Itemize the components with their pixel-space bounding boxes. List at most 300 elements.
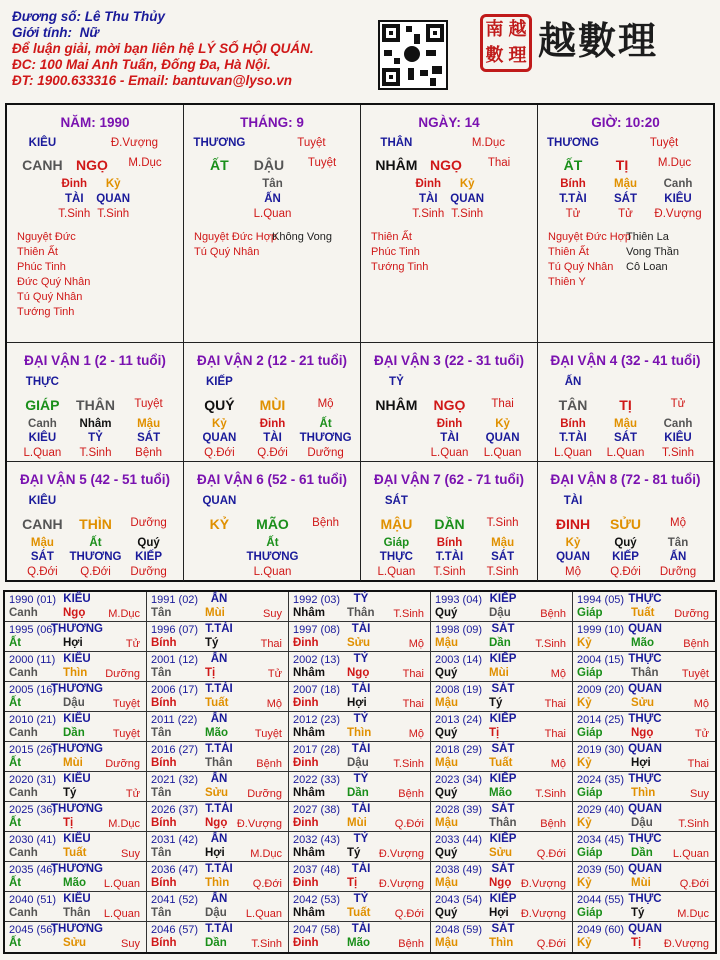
- hidden-ten-god: ẤN: [669, 551, 687, 563]
- year-cell: [147, 832, 289, 862]
- year-branch: Tuất: [347, 907, 371, 919]
- hidden-ten-god: THƯƠNG: [246, 551, 299, 563]
- year-stem: Bính: [151, 697, 177, 709]
- year-state: Tử: [694, 728, 709, 740]
- branch-state: T.Sinh: [486, 517, 519, 529]
- hidden-ten-god: QUAN: [485, 432, 520, 444]
- hidden-stem: Mậu: [614, 178, 637, 190]
- year-stem: Canh: [9, 787, 38, 799]
- hidden-state: L.Quan: [606, 447, 645, 459]
- year-branch: Hợi: [205, 847, 225, 859]
- hidden-state: Tử: [618, 208, 633, 220]
- god-state: Đ.Vượng: [110, 137, 159, 149]
- year-ten-god: THỰC: [628, 593, 662, 605]
- hidden-state: Q.Đới: [27, 566, 58, 578]
- year-stem: Nhâm: [293, 667, 325, 679]
- year-ten-god: THỰC: [628, 713, 662, 725]
- year-cell: [573, 622, 715, 652]
- hidden-stem: Canh: [28, 418, 57, 430]
- luck-pillar-title: ĐẠI VẬN 8 (72 - 81 tuổi): [550, 472, 701, 487]
- year-label: 2003 (14): [435, 654, 483, 666]
- logo-char-4: 理: [618, 18, 659, 63]
- qr-code-icon: [378, 20, 448, 90]
- shensha-item: [17, 260, 95, 275]
- year-ten-god: TÀI: [351, 623, 371, 635]
- year-stem: Ất: [9, 697, 22, 709]
- hidden-state: L.Quan: [253, 208, 292, 220]
- shensha-good: Nguyệt Đức: [17, 231, 76, 243]
- year-branch: Mùi: [63, 757, 83, 769]
- year-state: Thai: [544, 728, 566, 740]
- year-state: L.Quan: [103, 878, 140, 890]
- year-branch: Thân: [63, 907, 91, 919]
- year-cell: [573, 712, 715, 742]
- luck-pillar-cell: [361, 343, 538, 462]
- year-branch: Tý: [63, 787, 77, 799]
- hidden-state: Bệnh: [135, 447, 163, 459]
- year-cell: [573, 682, 715, 712]
- year-stem: Kỷ: [577, 637, 592, 649]
- hidden-state: Dưỡng: [130, 566, 167, 578]
- hidden-state: Dưỡng: [307, 447, 344, 459]
- shensha-good: Nguyệt Đức Hợp: [194, 231, 278, 243]
- logo-char-2: 越: [538, 18, 579, 63]
- year-cell: [147, 892, 289, 922]
- year-branch: Sửu: [205, 787, 229, 799]
- year-stem: Mậu: [435, 937, 458, 949]
- heavenly-stem: MẬU: [380, 516, 413, 532]
- year-cell: [147, 742, 289, 772]
- shensha-item: [17, 230, 95, 245]
- shensha-list: [548, 230, 679, 290]
- year-cell: [289, 652, 431, 682]
- year-ten-god: KIÊU: [63, 593, 91, 605]
- year-label: 2007 (18): [293, 684, 341, 696]
- year-state: M.Dục: [108, 608, 140, 620]
- earthly-branch: THÌN: [79, 516, 112, 532]
- year-stem: Ất: [9, 937, 22, 949]
- shensha-list: [371, 230, 449, 275]
- year-state: Q.Đới: [536, 848, 566, 860]
- year-stem: Ất: [9, 877, 22, 889]
- year-state: T.Sinh: [535, 788, 566, 800]
- hidden-ten-god: T.TÀI: [559, 193, 587, 205]
- luck-pillar-title: ĐẠI VẬN 7 (62 - 71 tuổi): [373, 472, 525, 487]
- luck-pillar-cell: [361, 462, 538, 581]
- branch-state: Mộ: [317, 398, 334, 410]
- year-state: Mộ: [408, 728, 424, 740]
- year-label: 2032 (43): [293, 834, 341, 846]
- red-seal-logo: [480, 14, 532, 72]
- year-stem: Đinh: [293, 877, 319, 889]
- year-stem: Ất: [9, 757, 22, 769]
- year-ten-god: KIẾP: [489, 653, 517, 665]
- year-cell: [573, 652, 715, 682]
- year-state: Q.Đới: [252, 878, 282, 890]
- year-cell: [431, 832, 573, 862]
- year-cell: [289, 832, 431, 862]
- hidden-state: T.Sinh: [486, 566, 519, 578]
- branch-state: M.Dục: [128, 157, 162, 169]
- year-label: 2002 (13): [293, 654, 341, 666]
- year-stem: Tân: [151, 907, 172, 919]
- year-branch: Thìn: [205, 877, 230, 889]
- year-label: 2023 (34): [435, 774, 483, 786]
- year-state: Thai: [544, 698, 566, 710]
- year-state: T.Sinh: [393, 758, 424, 770]
- year-state: Thai: [402, 668, 424, 680]
- year-stem: Bính: [151, 817, 177, 829]
- year-state: Bệnh: [683, 638, 709, 650]
- earthly-branch: DẦN: [434, 516, 465, 532]
- year-label: 2045 (56): [9, 924, 57, 936]
- hidden-ten-god: TÀI: [263, 432, 282, 444]
- year-label: 2000 (11): [9, 654, 56, 666]
- shensha-item: [194, 245, 332, 260]
- year-label: 2031 (42): [151, 834, 199, 846]
- shensha-good: Tú Quý Nhân: [17, 291, 83, 303]
- year-label: 2027 (38): [293, 804, 341, 816]
- year-branch: Sửu: [63, 937, 87, 949]
- year-branch: Tuất: [63, 847, 87, 859]
- earthly-branch: NGỌ: [430, 157, 462, 173]
- year-branch: Dần: [489, 637, 511, 649]
- hidden-state: L.Quan: [253, 566, 292, 578]
- year-stem: Canh: [9, 907, 38, 919]
- hidden-ten-god: T.TÀI: [559, 432, 587, 444]
- luck-pillar-title: ĐẠI VẬN 6 (52 - 61 tuổi): [196, 472, 348, 487]
- year-stem: Quý: [435, 727, 458, 739]
- hidden-ten-god: SÁT: [614, 193, 637, 205]
- year-state: T.Sinh: [678, 818, 709, 830]
- year-stem: Tân: [151, 727, 172, 739]
- shensha-bad: Không Vong: [272, 231, 332, 243]
- year-state: Mộ: [550, 758, 566, 770]
- year-branch: Mão: [347, 937, 370, 949]
- year-cell: [431, 892, 573, 922]
- year-stem: Canh: [9, 607, 38, 619]
- year-label: 2035 (46): [9, 864, 57, 876]
- hidden-stem: Canh: [663, 418, 693, 430]
- year-stem: Giáp: [577, 847, 603, 859]
- year-cell: [431, 652, 573, 682]
- year-branch: Hợi: [489, 907, 509, 919]
- year-stem: Quý: [435, 907, 458, 919]
- year-ten-god: THƯƠNG: [51, 863, 103, 875]
- year-ten-god: THƯƠNG: [51, 683, 103, 695]
- year-ten-god: SÁT: [491, 923, 515, 935]
- year-branch: Dần: [631, 847, 653, 859]
- year-cell: [147, 622, 289, 652]
- year-ten-god: SÁT: [491, 683, 515, 695]
- year-state: Bệnh: [256, 758, 282, 770]
- shensha-item: [371, 260, 449, 275]
- hidden-stem: Ất: [266, 537, 279, 549]
- hidden-ten-god: QUAN: [96, 193, 131, 205]
- year-ten-god: TỶ: [353, 713, 369, 725]
- year-state: M.Dục: [108, 818, 140, 830]
- year-state: Tử: [125, 788, 140, 800]
- year-label: 2011 (22): [151, 714, 198, 726]
- hidden-stem: Bính: [560, 418, 586, 430]
- year-label: 2030 (41): [9, 834, 57, 846]
- year-ten-god: SÁT: [491, 803, 515, 815]
- year-cell: [431, 592, 573, 622]
- year-ten-god: THỰC: [628, 653, 662, 665]
- year-branch: Mão: [489, 787, 512, 799]
- year-state: Mộ: [693, 698, 709, 710]
- hidden-state: Q.Đới: [204, 447, 235, 459]
- luck-pillar-title: ĐẠI VẬN 2 (12 - 21 tuổi): [196, 353, 348, 368]
- year-stem: Kỷ: [577, 757, 592, 769]
- year-branch: Tị: [631, 937, 642, 949]
- year-stem: Bính: [151, 877, 177, 889]
- year-label: 2047 (58): [293, 924, 341, 936]
- year-ten-god: SÁT: [491, 623, 515, 635]
- year-ten-god: ẤN: [210, 713, 228, 725]
- hidden-state: L.Quan: [554, 447, 592, 459]
- year-label: 2043 (54): [435, 894, 483, 906]
- year-label: 2049 (60): [577, 924, 625, 936]
- header: [12, 9, 372, 89]
- year-state: Tử: [267, 668, 282, 680]
- hidden-stem: Mậu: [491, 537, 515, 549]
- shensha-item: [17, 245, 95, 260]
- year-label: 2042 (53): [293, 894, 341, 906]
- ten-god-label: THƯƠNG: [547, 137, 599, 149]
- year-state: Thai: [687, 758, 709, 770]
- year-cell: [289, 592, 431, 622]
- shensha-good: Tú Quý Nhân: [548, 261, 614, 273]
- hidden-stem: Ất: [89, 537, 102, 549]
- heavenly-stem: ẤT: [210, 157, 229, 173]
- shensha-good: Thiên Y: [548, 276, 586, 288]
- year-ten-god: THỰC: [628, 893, 662, 905]
- earthly-branch: THÂN: [76, 397, 115, 413]
- year-cell: [573, 862, 715, 892]
- year-branch: Hợi: [63, 637, 83, 649]
- year-cell: [573, 772, 715, 802]
- god-state: Tuyệt: [297, 137, 326, 149]
- luck-pillar-cell: [7, 462, 184, 581]
- ten-god-label: SÁT: [384, 495, 408, 507]
- year-label: 2022 (33): [293, 774, 341, 786]
- year-state: Dưỡng: [105, 668, 140, 680]
- year-state: Dưỡng: [674, 608, 709, 620]
- luck-pillar-title: ĐẠI VẬN 5 (42 - 51 tuổi): [19, 472, 171, 487]
- year-branch: Ngọ: [205, 817, 228, 829]
- shensha-item: [548, 245, 679, 260]
- year-branch: Mùi: [489, 667, 509, 679]
- year-cell: [573, 922, 715, 952]
- hidden-stem: Bính: [560, 178, 586, 190]
- year-branch: Thân: [489, 817, 517, 829]
- year-ten-god: KIẾP: [489, 893, 517, 905]
- year-branch: Tý: [205, 637, 219, 649]
- luck-pillar-cell: [538, 462, 713, 581]
- hidden-state: L.Quan: [377, 566, 416, 578]
- year-stem: Đinh: [293, 637, 319, 649]
- year-stem: Tân: [151, 847, 172, 859]
- hidden-ten-god: KIÊU: [28, 432, 57, 444]
- hidden-stem: Quý: [614, 537, 637, 549]
- year-label: 2018 (29): [435, 744, 483, 756]
- hidden-stem: Kỷ: [212, 418, 227, 430]
- shensha-good: Tướng Tinh: [17, 306, 75, 318]
- hidden-ten-god: KIÊU: [664, 432, 692, 444]
- year-state: L.Quan: [672, 848, 709, 860]
- hidden-state: L.Quan: [430, 447, 469, 459]
- year-branch: Dần: [347, 787, 369, 799]
- year-ten-god: QUAN: [628, 683, 662, 695]
- year-state: Đ.Vượng: [520, 908, 566, 920]
- ten-god-label: QUAN: [202, 495, 237, 507]
- year-cell: [5, 772, 147, 802]
- year-state: L.Quan: [103, 908, 140, 920]
- gender-value: Nữ: [79, 25, 99, 40]
- annual-luck-grid: [3, 590, 717, 954]
- year-state: Q.Đới: [394, 818, 424, 830]
- year-state: Đ.Vượng: [378, 848, 424, 860]
- year-ten-god: KIÊU: [63, 833, 91, 845]
- hidden-stem: Tân: [262, 178, 283, 190]
- hidden-stem: Ất: [319, 418, 332, 430]
- year-stem: Nhâm: [293, 727, 325, 739]
- year-branch: Thìn: [631, 787, 656, 799]
- year-cell: [289, 802, 431, 832]
- year-ten-god: THƯƠNG: [51, 923, 103, 935]
- year-label: 2040 (51): [9, 894, 57, 906]
- year-label: 2001 (12): [151, 654, 199, 666]
- year-cell: [5, 922, 147, 952]
- hidden-state: T.Sinh: [79, 447, 112, 459]
- year-branch: Dậu: [631, 817, 653, 829]
- year-state: Tuyệt: [254, 728, 282, 740]
- year-stem: Canh: [9, 727, 38, 739]
- year-state: T.Sinh: [251, 938, 282, 950]
- year-ten-god: THƯƠNG: [51, 623, 103, 635]
- luck-pillar-title: ĐẠI VẬN 4 (32 - 41 tuổi): [550, 353, 701, 368]
- hidden-state: Đ.Vượng: [654, 208, 702, 220]
- year-cell: [289, 922, 431, 952]
- year-label: 2010 (21): [9, 714, 57, 726]
- year-label: 2012 (23): [293, 714, 341, 726]
- shensha-item: [548, 230, 679, 245]
- heavenly-stem: ẤT: [563, 157, 583, 173]
- hidden-stem: Mậu: [30, 537, 54, 549]
- year-state: Dưỡng: [247, 788, 282, 800]
- year-ten-god: ẤN: [210, 593, 228, 605]
- year-branch: Sửu: [347, 637, 371, 649]
- seal-char-4: 理: [508, 45, 527, 66]
- year-state: Suy: [690, 788, 709, 800]
- hidden-stem: Kỷ: [495, 418, 510, 430]
- year-stem: Quý: [435, 607, 458, 619]
- year-stem: Nhâm: [293, 607, 325, 619]
- hidden-ten-god: SÁT: [30, 551, 54, 563]
- year-ten-god: T.TÀI: [205, 923, 233, 935]
- year-cell: [5, 742, 147, 772]
- year-branch: Tuất: [631, 607, 655, 619]
- year-cell: [431, 712, 573, 742]
- pillar-cell: [7, 105, 184, 343]
- year-cell: [573, 832, 715, 862]
- hidden-stem: Mậu: [137, 418, 161, 430]
- four-pillars-chart: [5, 103, 715, 582]
- year-branch: Tị: [347, 877, 358, 889]
- owner-label: Đương số:: [12, 9, 81, 24]
- year-label: 2008 (19): [435, 684, 483, 696]
- year-cell: [431, 922, 573, 952]
- year-stem: Nhâm: [293, 907, 325, 919]
- shensha-good: Phúc Tinh: [371, 246, 420, 258]
- year-label: 2026 (37): [151, 804, 199, 816]
- hidden-state: T.Sinh: [451, 208, 484, 220]
- hidden-state: Q.Đới: [610, 566, 641, 578]
- hidden-ten-god: THƯƠNG: [299, 432, 352, 444]
- year-stem: Mậu: [435, 697, 458, 709]
- year-cell: [147, 802, 289, 832]
- year-label: 2044 (55): [577, 894, 625, 906]
- year-ten-god: THƯƠNG: [51, 803, 103, 815]
- year-stem: Giáp: [577, 727, 603, 739]
- god-state: Tuyệt: [649, 137, 679, 149]
- year-stem: Giáp: [577, 607, 603, 619]
- year-cell: [5, 862, 147, 892]
- year-ten-god: TÀI: [351, 683, 371, 695]
- year-ten-god: TỶ: [353, 593, 369, 605]
- year-ten-god: TỶ: [353, 893, 369, 905]
- year-ten-god: SÁT: [491, 863, 515, 875]
- year-ten-god: ẤN: [210, 773, 228, 785]
- hidden-ten-god: TÀI: [418, 193, 438, 205]
- year-stem: Mậu: [435, 637, 458, 649]
- luck-pillar-title: ĐẠI VẬN 3 (22 - 31 tuổi): [373, 353, 525, 368]
- year-state: M.Dục: [250, 848, 282, 860]
- year-branch: Tị: [205, 667, 216, 679]
- year-stem: Tân: [151, 667, 172, 679]
- pillar-title: NGÀY: 14: [418, 115, 480, 130]
- year-stem: Mậu: [435, 757, 458, 769]
- shensha-item: [17, 275, 95, 290]
- year-state: Suy: [263, 608, 282, 620]
- year-branch: Ngọ: [63, 607, 86, 619]
- year-label: 1991 (02): [151, 594, 199, 606]
- year-label: 2016 (27): [151, 744, 199, 756]
- year-cell: [289, 862, 431, 892]
- year-ten-god: T.TÀI: [205, 743, 233, 755]
- hidden-state: Mộ: [565, 566, 581, 578]
- branch-state: Tuyệt: [307, 157, 337, 169]
- year-state: T.Sinh: [535, 638, 566, 650]
- year-label: 1998 (09): [435, 624, 483, 636]
- pillar-title: NĂM: 1990: [60, 115, 130, 130]
- ten-god-label: KIÊU: [28, 495, 57, 507]
- shensha-bad: Cô Loan: [626, 261, 668, 273]
- year-label: 2006 (17): [151, 684, 199, 696]
- year-state: L.Quan: [245, 908, 282, 920]
- year-branch: Dậu: [63, 697, 85, 709]
- year-branch: Thân: [205, 757, 233, 769]
- year-stem: Giáp: [577, 787, 603, 799]
- year-state: Q.Đới: [679, 878, 709, 890]
- shensha-bad: Thiên La: [626, 231, 669, 243]
- year-ten-god: THỰC: [628, 773, 662, 785]
- year-label: 2005 (16): [9, 684, 57, 696]
- year-state: Mộ: [266, 698, 282, 710]
- branch-state: Tử: [670, 398, 686, 410]
- year-stem: Đinh: [293, 817, 319, 829]
